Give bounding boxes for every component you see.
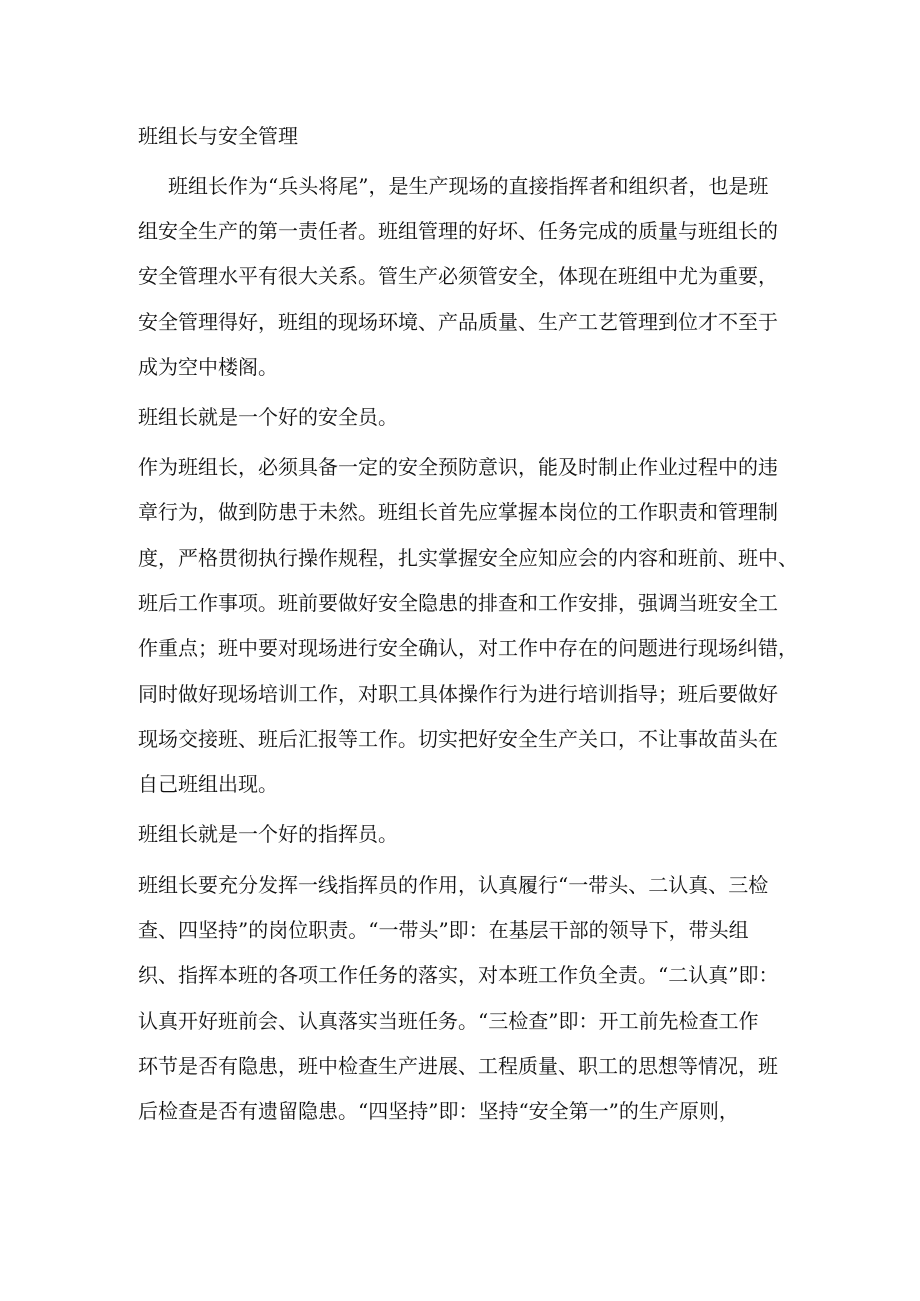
section1-line: 自己班组出现。	[138, 772, 278, 796]
intro-line: 安全管理水平有很大关系。管生产必须管安全，体现在班组中尤为重要，	[138, 264, 778, 288]
section1-line: 作为班组长，必须具备一定的安全预防意识，能及时制止作业过程中的违	[138, 455, 778, 479]
section2-line: 查、四坚持”的岗位职责。“一带头”即：在基层干部的领导下，带头组	[138, 918, 749, 942]
section-heading-safety: 班组长就是一个好的安全员。	[138, 405, 398, 429]
section-heading-command: 班组长就是一个好的指挥员。	[138, 822, 398, 846]
section1-line: 度，严格贯彻执行操作规程，扎实掌握安全应知应会的内容和班前、班中、	[138, 546, 798, 570]
intro-line: 成为空中楼阁。	[138, 355, 278, 379]
section1-line: 作重点；班中要对现场进行安全确认，对工作中存在的问题进行现场纠错，	[138, 636, 798, 660]
intro-line: 安全管理得好，班组的现场环境、产品质量、生产工艺管理到位才不至于	[138, 310, 778, 334]
section2-line: 班组长要充分发挥一线指挥员的作用，认真履行“一带头、二认真、三检	[138, 873, 769, 897]
section1-line: 班后工作事项。班前要做好安全隐患的排查和工作安排，强调当班安全工	[138, 591, 778, 615]
intro-line: 班组长作为“兵头将尾”，是生产现场的直接指挥者和组织者，也是班	[168, 174, 769, 198]
section1-line: 章行为，做到防患于未然。班组长首先应掌握本岗位的工作职责和管理制	[138, 500, 778, 524]
section1-line: 同时做好现场培训工作，对职工具体操作行为进行培训指导；班后要做好	[138, 682, 778, 706]
document-title: 班组长与安全管理	[138, 124, 298, 148]
section2-line: 环节是否有隐患，班中检查生产进展、工程质量、职工的思想等情况，班	[138, 1054, 778, 1078]
section2-line: 后检查是否有遗留隐患。“四坚持”即：坚持“安全第一”的生产原则，	[138, 1099, 739, 1123]
section1-line: 现场交接班、班后汇报等工作。切实把好安全生产关口，不让事故苗头在	[138, 727, 778, 751]
section2-line: 认真开好班前会、认真落实当班任务。“三检查”即：开工前先检查工作	[138, 1009, 759, 1033]
section2-line: 织、指挥本班的各项工作任务的落实，对本班工作负全责。“二认真”即：	[138, 963, 779, 987]
intro-line: 组安全生产的第一责任者。班组管理的好坏、任务完成的质量与班组长的	[138, 219, 778, 243]
